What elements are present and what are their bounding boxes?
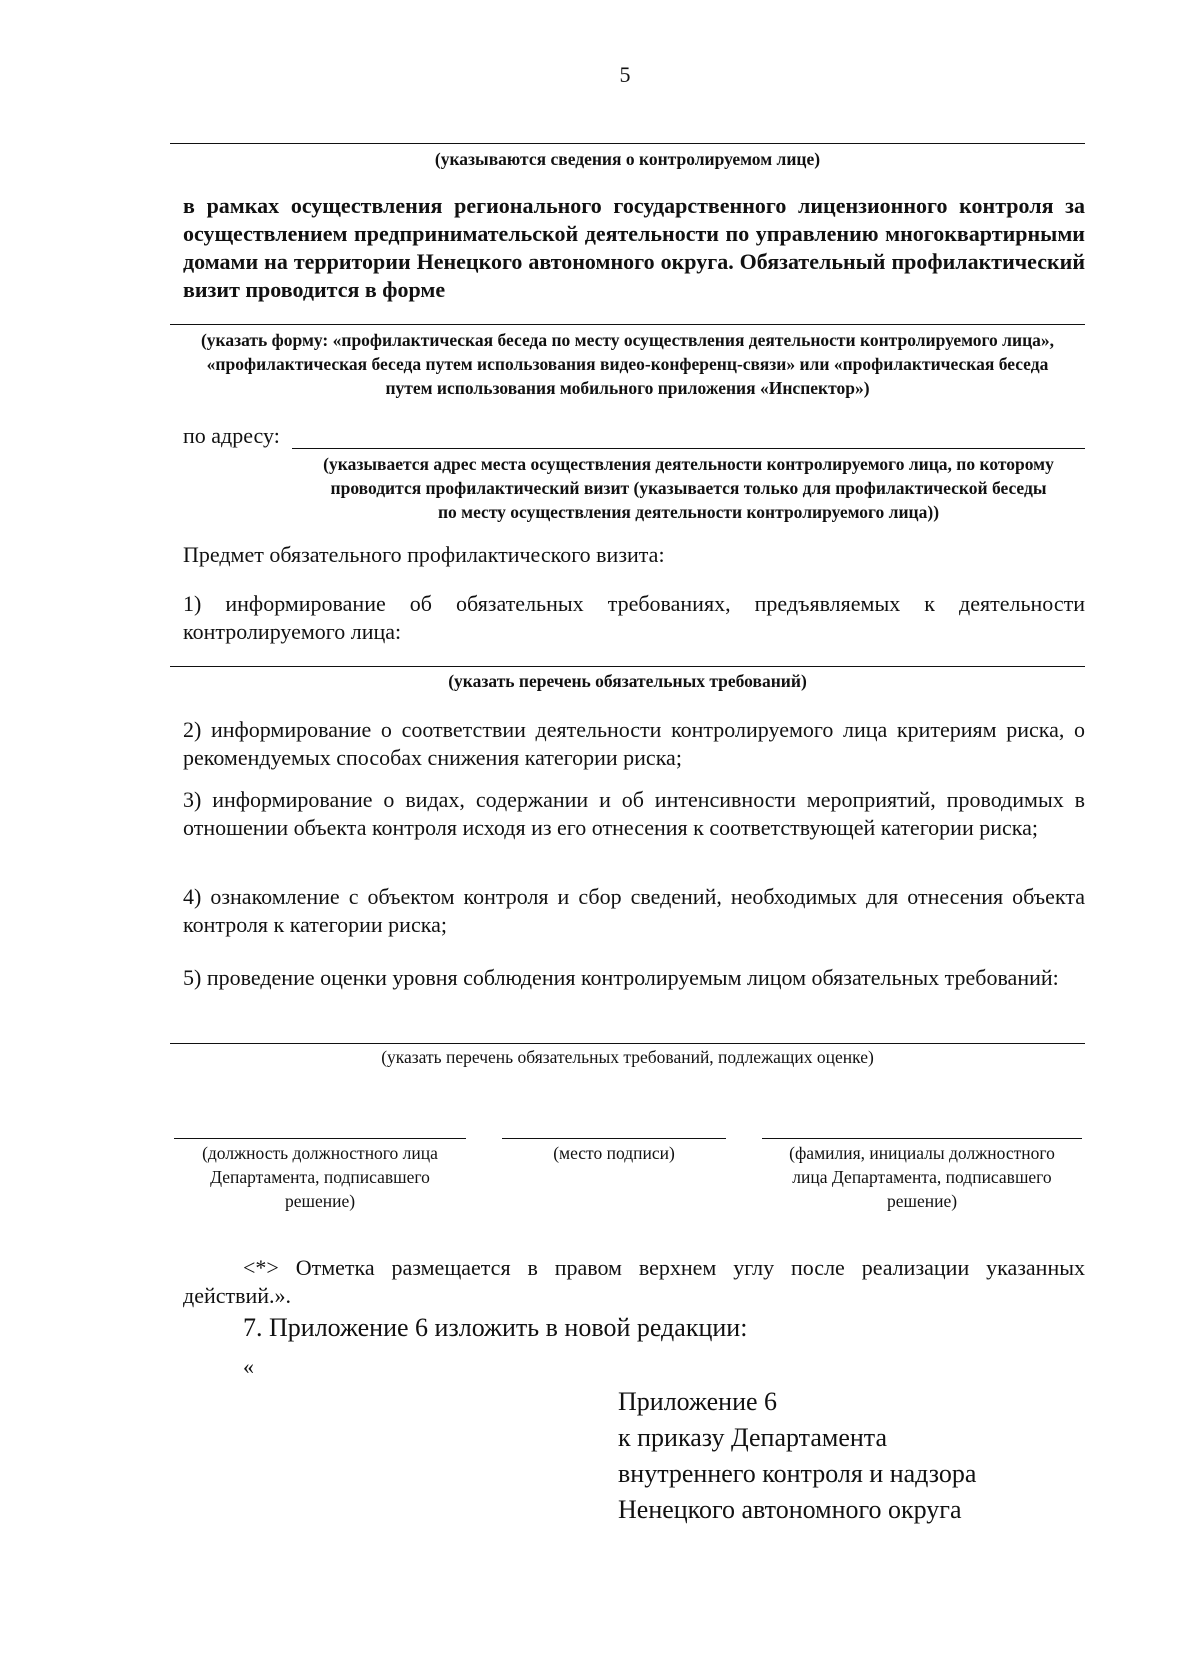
form-caption-line-2: «профилактическая беседа путем использования видео-конференц-связи» или «профилактическая беседа xyxy=(206,354,1049,374)
form-caption-line-3: путем использования мобильного приложения «Инспектор») xyxy=(385,378,870,398)
footnote: <*> Отметка размещается в правом верхнем углу после реализации указанных действий.». xyxy=(183,1255,1085,1308)
signature-place-caption: (место подписи) xyxy=(553,1143,675,1163)
appendix-line-2: к приказу Департамента xyxy=(618,1423,888,1452)
address-caption xyxy=(292,452,1085,524)
appendix-line-4: Ненецкого автономного округа xyxy=(618,1495,962,1524)
signature-name-line-2: лица Департамента, подписавшего xyxy=(792,1167,1052,1187)
item-5-line xyxy=(170,1043,1085,1044)
signature-position-line-2: Департамента, подписавшего xyxy=(210,1167,430,1187)
signature-name-line xyxy=(762,1138,1082,1139)
appendix-line-3: внутреннего контроля и надзора xyxy=(618,1459,977,1488)
address-caption-line-1: (указывается адрес места осуществления деятельности контролируемого лица, по которому xyxy=(323,454,1054,474)
item-4: 4) ознакомление с объектом контроля и сбор сведений, необходимых для отнесения объекта контроля к категории риска; xyxy=(183,884,1085,937)
item-1-caption: (указать перечень обязательных требований) xyxy=(448,671,807,691)
address-label: по адресу: xyxy=(183,423,280,448)
form-caption xyxy=(170,328,1085,400)
intro-paragraph: в рамках осуществления регионального государственного лицензионного контроля за осуществлением предпринимательской деятельности по управлению многоквартирными домами на территории Ненецкого автономного округа. Обязательный профилактический визит проводится в форме xyxy=(183,193,1085,302)
address-caption-line-3: по месту осуществления деятельности контролируемого лица)) xyxy=(437,502,940,522)
signature-position-line xyxy=(174,1138,466,1139)
signature-position-caption xyxy=(174,1141,466,1213)
signature-position-line-1: (должность должностного лица xyxy=(202,1143,438,1163)
signature-name-line-3: решение) xyxy=(886,1191,958,1211)
item-1: 1) информирование об обязательных требованиях, предъявляемых к деятельности контролируемого лица: xyxy=(183,591,1085,644)
open-quote: « xyxy=(243,1354,254,1379)
item-7: 7. Приложение 6 изложить в новой редакции: xyxy=(243,1313,748,1342)
item-3: 3) информирование о видах, содержании и об интенсивности мероприятий, проводимых в отношении объекта контроля исходя из его отнесения к соответствующей категории риска; xyxy=(183,787,1085,840)
controlled-person-caption: (указываются сведения о контролируемом лице) xyxy=(434,149,821,169)
item-1-line xyxy=(170,666,1085,667)
address-line xyxy=(292,448,1085,449)
page-number: 5 xyxy=(619,62,631,87)
item-2: 2) информирование о соответствии деятельности контролируемого лица критериям риска, о рекомендуемых способах снижения категории риска; xyxy=(183,717,1085,770)
item-5-caption: (указать перечень обязательных требований, подлежащих оценке) xyxy=(381,1047,874,1067)
address-caption-line-2: проводится профилактический визит (указывается только для профилактической беседы xyxy=(330,478,1047,498)
form-caption-line-1: (указать форму: «профилактическая беседа по месту осуществления деятельности контролируемого лица», xyxy=(200,330,1055,350)
subject-heading: Предмет обязательного профилактического визита: xyxy=(183,542,665,567)
signature-name-line-1: (фамилия, инициалы должностного xyxy=(789,1143,1055,1163)
form-line xyxy=(170,324,1085,325)
appendix-header xyxy=(618,1384,976,1528)
item-5: 5) проведение оценки уровня соблюдения контролируемым лицом обязательных требований: xyxy=(183,965,1059,990)
controlled-person-line xyxy=(170,143,1085,144)
signature-place-line xyxy=(502,1138,726,1139)
appendix-line-1: Приложение 6 xyxy=(618,1387,778,1416)
signature-name-caption xyxy=(762,1141,1082,1213)
signature-position-line-3: решение) xyxy=(284,1191,356,1211)
